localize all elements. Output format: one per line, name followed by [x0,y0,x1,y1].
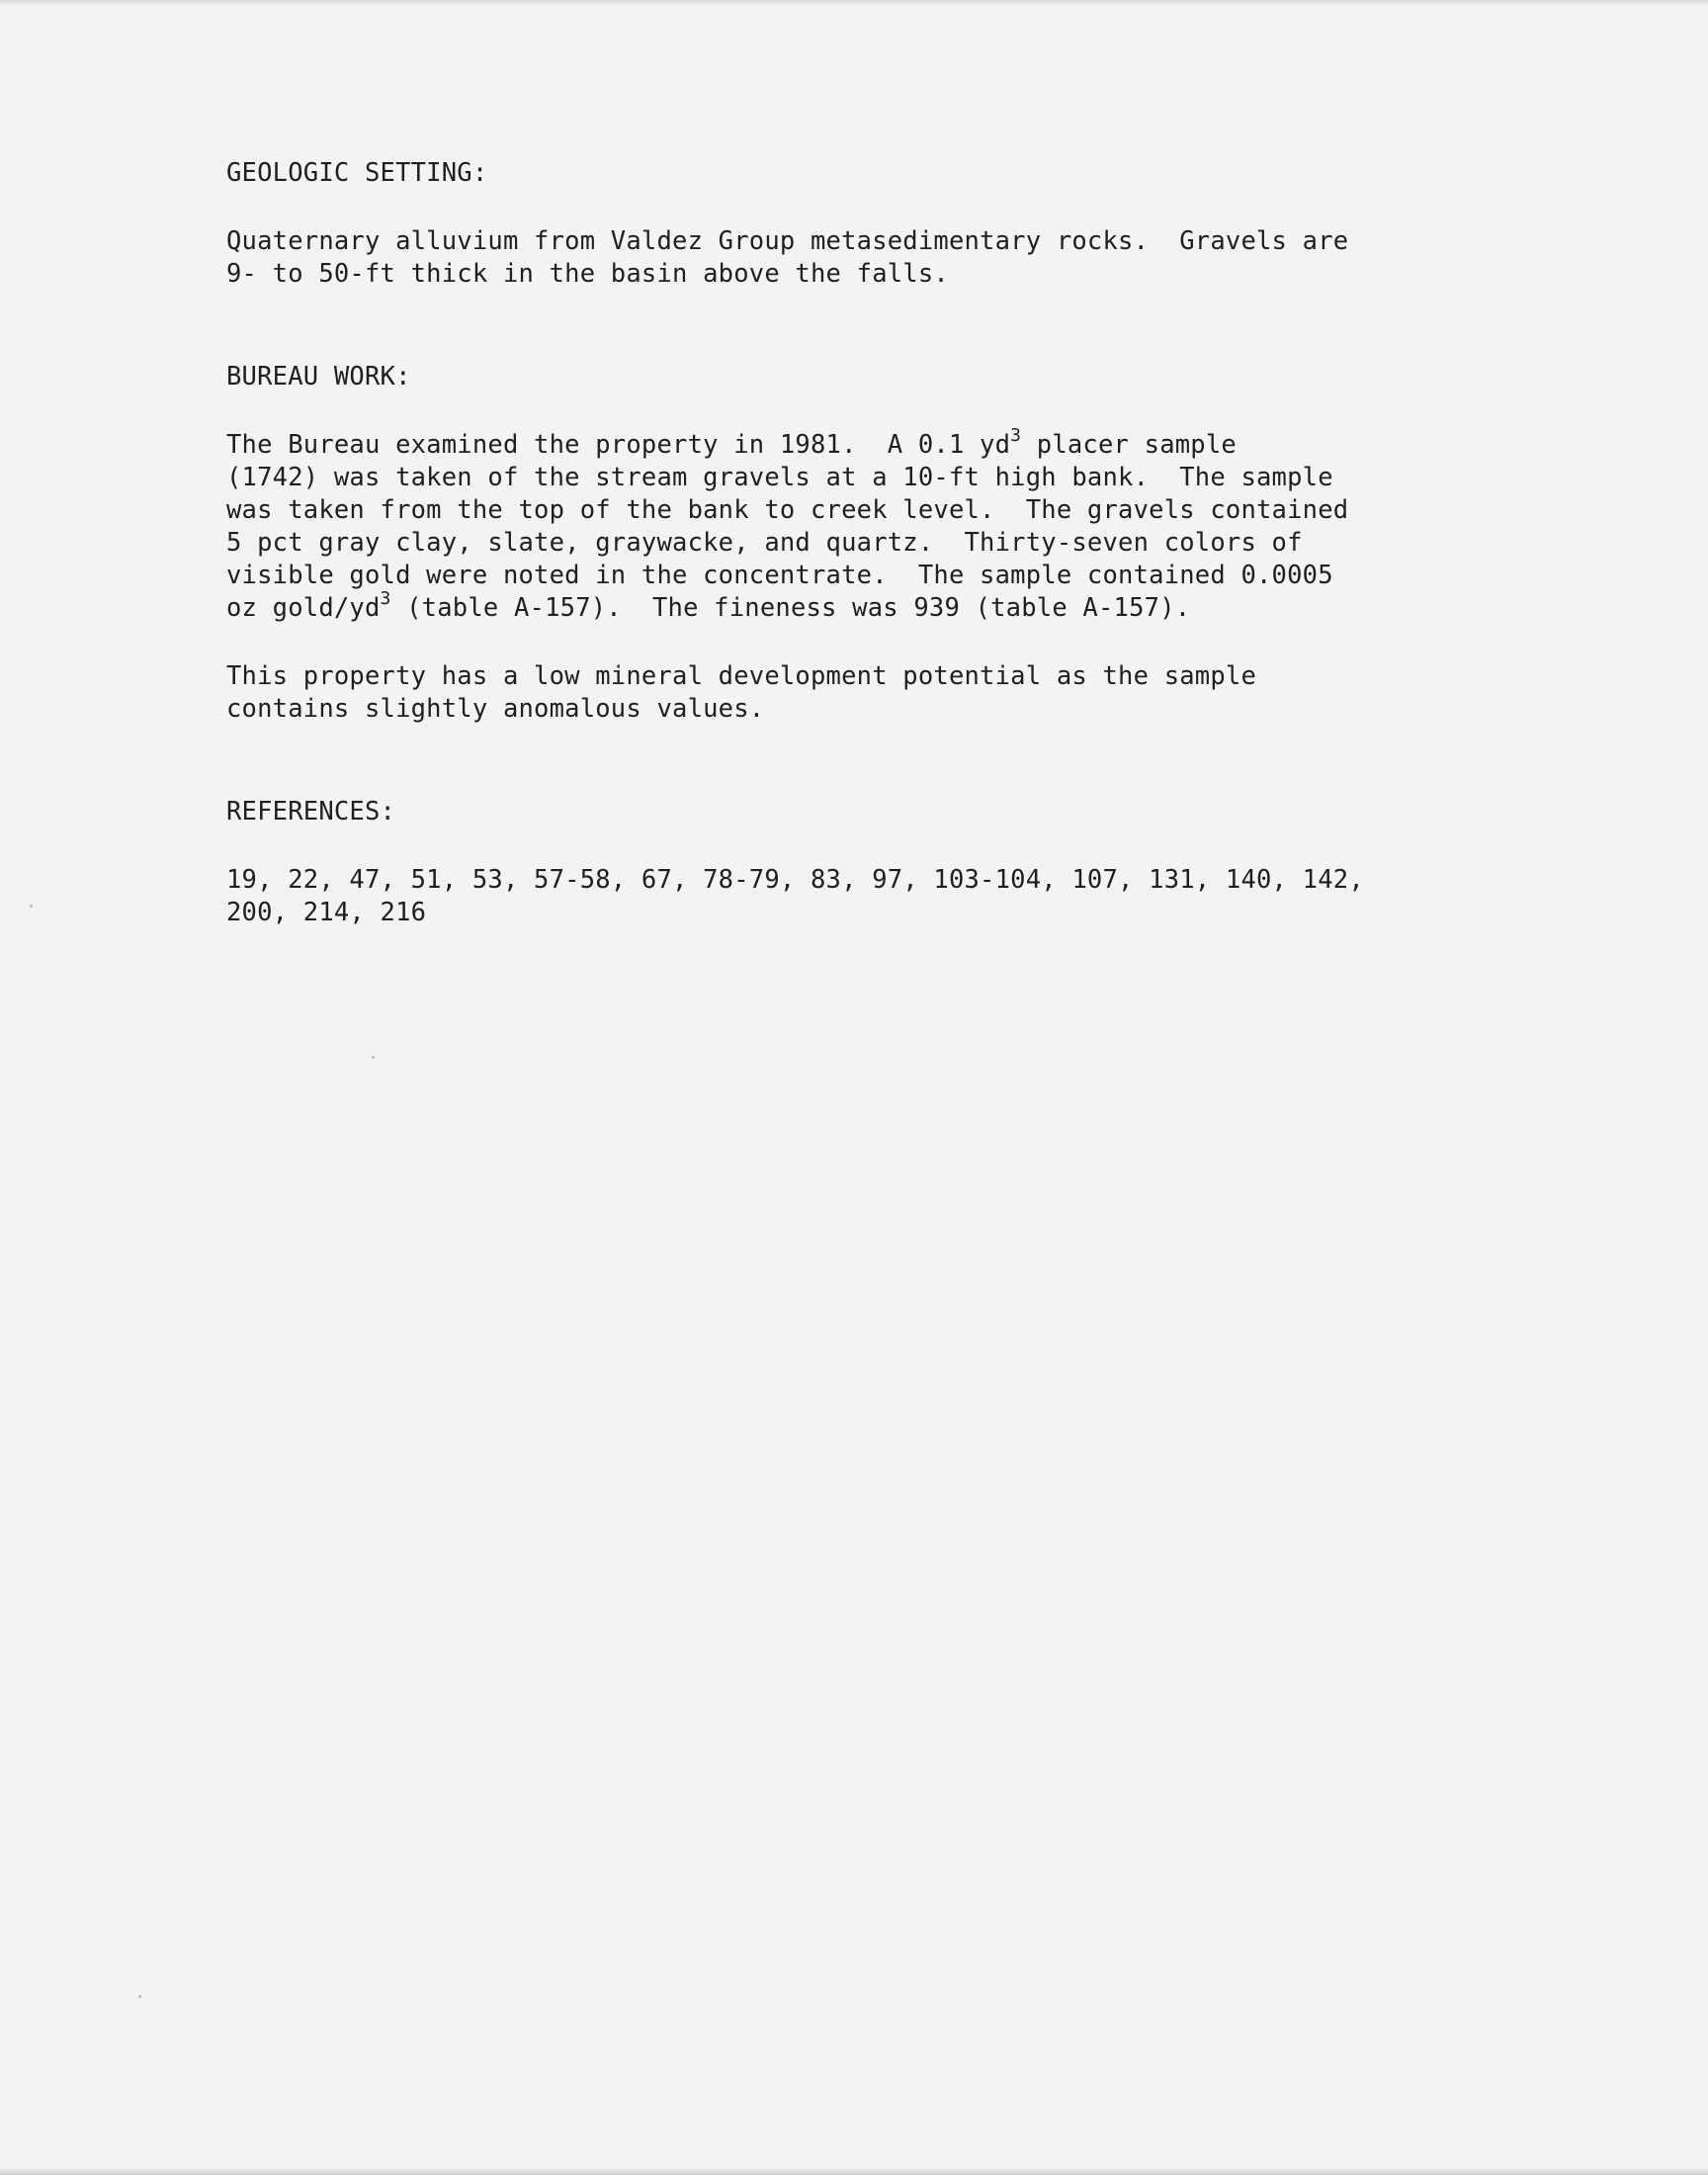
text-line: 19, 22, 47, 51, 53, 57-58, 67, 78-79, 83, 97, 103-104, 107, 131, 140, 142, [226,865,1364,895]
text-line: visible gold were noted in the concentrate. The sample contained 0.0005 [226,561,1333,590]
text-run: oz gold/yd [226,593,381,623]
page-bottom-edge [0,2167,1708,2175]
scan-speck [372,1056,375,1059]
bureau-work-paragraph-2 [226,660,1511,726]
superscript: 3 [380,587,391,609]
text-line: Quaternary alluvium from Valdez Group metasedimentary rocks. Gravels are [226,226,1349,256]
text-line: This property has a low mineral development potential as the sample [226,661,1257,691]
text-run: placer sample [1021,430,1237,460]
text-line [226,587,1511,625]
text-run: (table A-157). The fineness was 939 (table A-157). [390,593,1191,623]
bureau-work-heading: BUREAU WORK: [226,362,411,392]
page-top-edge [0,0,1708,6]
geologic-setting-heading: GEOLOGIC SETTING: [226,158,488,188]
references-heading: REFERENCES: [226,797,396,826]
geologic-setting-text [226,225,1511,291]
text-line: contains slightly anomalous values. [226,694,765,724]
superscript: 3 [1010,424,1022,446]
text-line: (1742) was taken of the stream gravels at a 10-ft high bank. The sample [226,463,1333,492]
text-line: 5 pct gray clay, slate, graywacke, and quartz. Thirty-seven colors of [226,528,1303,558]
scan-speck [30,905,33,908]
document-body [226,156,1511,929]
scan-speck [138,1995,141,1998]
geologic-setting-section [226,156,1511,291]
references-list [226,864,1511,929]
text-line: was taken from the top of the bank to creek level. The gravels contained [226,495,1349,525]
bureau-work-section [226,360,1511,726]
references-section [226,795,1511,929]
bureau-work-paragraph-1 [226,424,1511,625]
text-run: The Bureau examined the property in 1981. A 0.1 yd [226,430,1011,460]
text-line: 200, 214, 216 [226,898,427,927]
text-line: 9- to 50-ft thick in the basin above the falls. [226,259,949,289]
text-line [226,424,1511,462]
